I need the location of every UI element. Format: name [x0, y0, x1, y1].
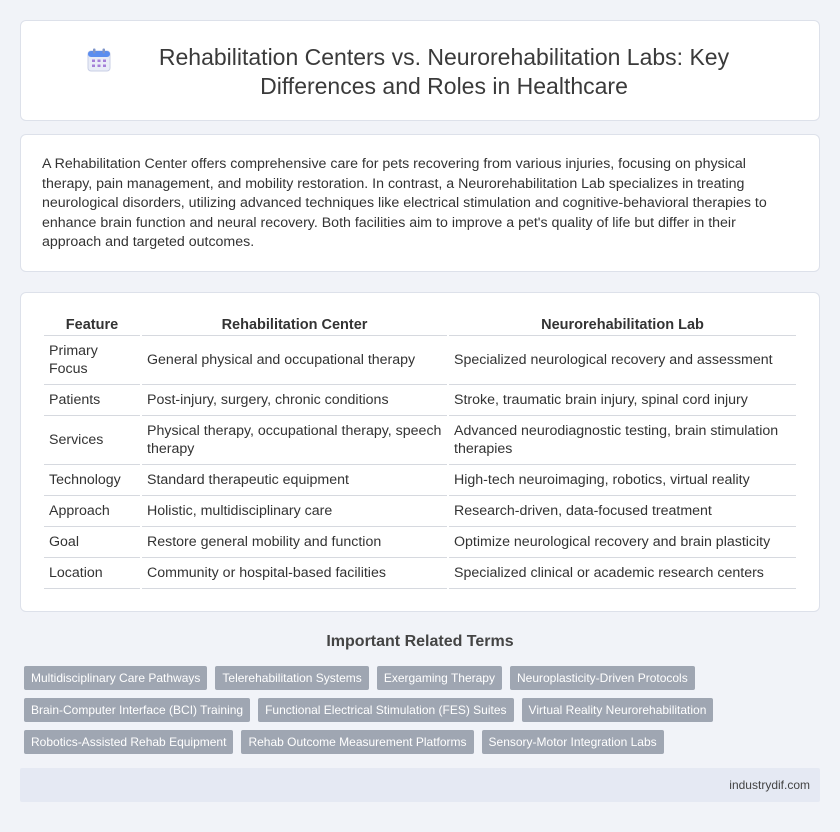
- column-header: Feature: [44, 314, 140, 336]
- intro-paragraph: A Rehabilitation Center offers comprehensive care for pets recovering from various injuries, focusing on physical therapy, pain management, and mobility restoration. In contrast, a Neurorehabilitation Lab specializes in treating neurological disorders, utilizing advanced techniques like electrical stimulation and cognitive-behavioral therapies to enhance brain function and neural recovery. Both facilities aim to improve a pet's quality of life but differ in their approach and targeted outcomes.: [42, 156, 767, 251]
- calendar-icon: [86, 47, 112, 73]
- term-tag[interactable]: Multidisciplinary Care Pathways: [24, 666, 207, 690]
- header: [21, 43, 819, 101]
- feature-cell: Primary Focus: [44, 336, 140, 385]
- footer-bar: [20, 768, 820, 802]
- feature-cell: Services: [44, 416, 140, 465]
- term-tag[interactable]: Functional Electrical Stimulation (FES) Suites: [258, 698, 513, 722]
- neuro-lab-cell: High-tech neuroimaging, robotics, virtual reality: [449, 465, 796, 496]
- table-row: [44, 336, 796, 385]
- rehab-center-cell: General physical and occupational therapy: [142, 336, 447, 385]
- comparison-card: [20, 292, 820, 612]
- term-tag[interactable]: Virtual Reality Neurorehabilitation: [522, 698, 714, 722]
- neuro-lab-cell: Optimize neurological recovery and brain plasticity: [449, 527, 796, 558]
- table-row: [44, 558, 796, 589]
- neuro-lab-cell: Specialized clinical or academic research centers: [449, 558, 796, 589]
- term-tag[interactable]: Neuroplasticity-Driven Protocols: [510, 666, 695, 690]
- neuro-lab-cell: Specialized neurological recovery and assessment: [449, 336, 796, 385]
- neuro-lab-cell: Research-driven, data-focused treatment: [449, 496, 796, 527]
- term-tag[interactable]: Telerehabilitation Systems: [215, 666, 368, 690]
- feature-cell: Goal: [44, 527, 140, 558]
- table-row: [44, 416, 796, 465]
- rehab-center-cell: Holistic, multidisciplinary care: [142, 496, 447, 527]
- table-row: [44, 527, 796, 558]
- rehab-center-cell: Post-injury, surgery, chronic conditions: [142, 385, 447, 416]
- column-header: Neurorehabilitation Lab: [449, 314, 796, 336]
- tag-row: [24, 730, 824, 754]
- term-tag[interactable]: Brain-Computer Interface (BCI) Training: [24, 698, 250, 722]
- tag-row: [24, 698, 824, 722]
- source-link[interactable]: industrydif.com: [729, 778, 810, 792]
- term-tag[interactable]: Rehab Outcome Measurement Platforms: [241, 730, 473, 754]
- page-title: Rehabilitation Centers vs. Neurorehabilitation Labs: Key Differences and Roles in Healthcare: [158, 44, 730, 99]
- rehab-center-cell: Community or hospital-based facilities: [142, 558, 447, 589]
- intro-card: [20, 134, 820, 272]
- column-header: Rehabilitation Center: [142, 314, 447, 336]
- feature-cell: Approach: [44, 496, 140, 527]
- feature-cell: Patients: [44, 385, 140, 416]
- neuro-lab-cell: Advanced neurodiagnostic testing, brain stimulation therapies: [449, 416, 796, 465]
- rehab-center-cell: Standard therapeutic equipment: [142, 465, 447, 496]
- table-header-row: [44, 314, 796, 336]
- feature-cell: Location: [44, 558, 140, 589]
- table-row: [44, 465, 796, 496]
- term-tag[interactable]: Exergaming Therapy: [377, 666, 502, 690]
- table-row: [44, 496, 796, 527]
- rehab-center-cell: Physical therapy, occupational therapy, speech therapy: [142, 416, 447, 465]
- header-card: [20, 20, 820, 121]
- rehab-center-cell: Restore general mobility and function: [142, 527, 447, 558]
- tag-row: [24, 666, 824, 690]
- related-terms-tags: [24, 666, 824, 762]
- term-tag[interactable]: Sensory-Motor Integration Labs: [482, 730, 664, 754]
- feature-cell: Technology: [44, 465, 140, 496]
- related-terms-title: Important Related Terms: [326, 633, 514, 650]
- term-tag[interactable]: Robotics-Assisted Rehab Equipment: [24, 730, 233, 754]
- table-row: [44, 385, 796, 416]
- neuro-lab-cell: Stroke, traumatic brain injury, spinal cord injury: [449, 385, 796, 416]
- comparison-table: [42, 314, 798, 589]
